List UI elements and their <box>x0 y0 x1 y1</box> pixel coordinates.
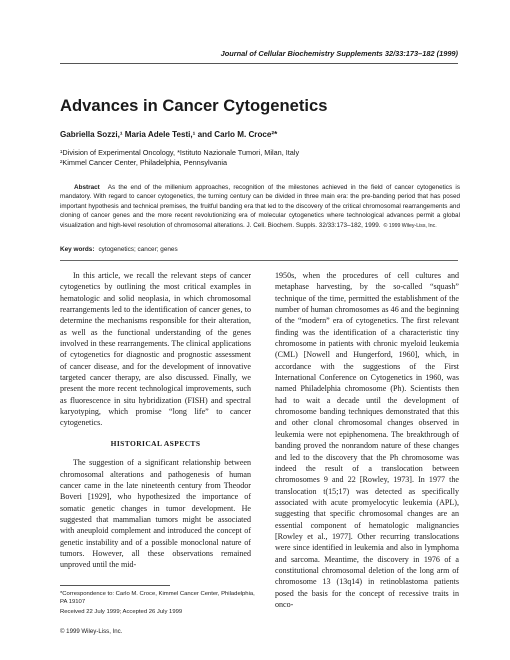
abstract-label: Abstract <box>74 184 100 191</box>
affiliation-1: ¹Division of Experimental Oncology, *Istituto Nazionale Tumori, Milan, Italy <box>60 148 300 157</box>
body-column-left <box>60 270 251 571</box>
abstract-copyright: © 1999 Wiley-Liss, Inc. <box>383 222 437 229</box>
abstract-text: As the end of the millenium approaches, recognition of the milestones achieved in the field of cancer cytogenetics is mandatory. With regard to cancer cytogenetics, the turning century can be divided in three main era: the pre-banding period that has posed important hypothesis and technical premises, the fruitful banding era that led to the discovery of the critical chromosomal rearrangements and cloning of cancer genes and the more recent revolutionizing era of molecular cytogenetics where technological advances permit a global visualization and high-level resolution of chromosomal alterations. J. Cell. Biochem. Suppls. 32/33:173–182, 1999. <box>60 184 460 229</box>
keywords <box>60 246 178 253</box>
affiliation-2: ²Kimmel Cancer Center, Philadelphia, Pennsylvania <box>60 158 228 167</box>
abstract-block <box>60 183 460 231</box>
received-footnote: Received 22 July 1999; Accepted 26 July 1999 <box>60 609 183 615</box>
body-column-right <box>275 270 459 610</box>
keywords-text: cytogenetics; cancer; genes <box>98 246 178 253</box>
header-divider <box>60 63 458 64</box>
journal-citation: Journal of Cellular Biochemistry Supplements 32/33:173–182 (1999) <box>220 49 458 58</box>
intro-paragraph: In this article, we recall the relevant steps of cancer cytogenetics by outlining the most critical examples in hematologic and solid neoplasia, in which chromosomal rearrangements led to the identification of cancer genes, to determine the mechanisms responsible for their alteration, as well as the functional understanding of the genes involved in these rearrangements. The clinical applications of cytogenetics for diagnostic and prognostic assessment of cancer disease, and for the development of innovative targeted cancer therapy, are also discussed. Finally, we present the more recent technological improvements, such as fluorescence in situ hybridization (FISH) and spectral karyotyping, which promise “long life” to cancer cytogenetics. <box>60 271 251 428</box>
history-continued-paragraph: 1950s, when the procedures of cell cultures and metaphase harvesting, by the so-called “squash” technique of the time, permitted the establishment of the number of human chromosomes as 46 and the beginning of the “modern” era of cytogenetics. The first relevant finding was the identification of a characteristic tiny chromosome in patients with chronic myeloid leukemia (CML) [Nowell and Hungerford, 1960], which, in accordance with the suggestions of the First International Conference on Cytogenetics in 1960, was named Philadelphia chromosome (Ph). Scientists then had to wait a decade until the development of chromosome banding techniques demonstrated that this and other clonal chromosomal changes observed in leukemia were not epiphenomena. The breakthrough of banding proved the nonrandom nature of these changes and led to the discovery that the Ph chromosome was indeed the result of a translocation between chromosomes 9 and 22 [Rowley, 1973]. In 1977 the translocation t(15;17) was detected as specifically associated with acute promyelocytic leukemia (APL), suggesting that specific chromosomal changes are an essential component of hematologic malignancies [Rowley et al., 1977]. Other recurring translocations were since identified in leukemia and also in lymphoma and sarcoma. Meantime, the discovery in 1976 of a constitutional chromosomal deletion of the long arm of chromosome 13 (13q14) in retinoblastoma patients posed the basis for the concept of recessive traits in onco- <box>275 271 459 609</box>
abstract-divider <box>60 260 458 261</box>
page-copyright: © 1999 Wiley-Liss, Inc. <box>60 628 123 635</box>
article-title: Advances in Cancer Cytogenetics <box>60 96 328 115</box>
keywords-label: Key words: <box>60 246 95 253</box>
correspondence-footnote: *Correspondence to: Carlo M. Croce, Kimmel Cancer Center, Philadelphia, PA 19107 <box>60 591 255 606</box>
history-paragraph: The suggestion of a significant relationship between chromosomal alterations and pathogenesis of human cancer came in the late nineteenth century from Theodor Boveri [1929], who hypothesized the importance of somatic genetic changes in tumor development. He suggested that mammalian tumors might be associated with aneuploid complement and introduced the concept of genetic instability and of a possible monoclonal nature of tumors. However, all these observations remained unproved until the mid- <box>60 458 251 570</box>
footnote-divider <box>60 585 170 586</box>
section-heading: HISTORICAL ASPECTS <box>110 438 201 448</box>
author-list: Gabriella Sozzi,¹ Maria Adele Testi,¹ and Carlo M. Croce²* <box>60 130 278 139</box>
